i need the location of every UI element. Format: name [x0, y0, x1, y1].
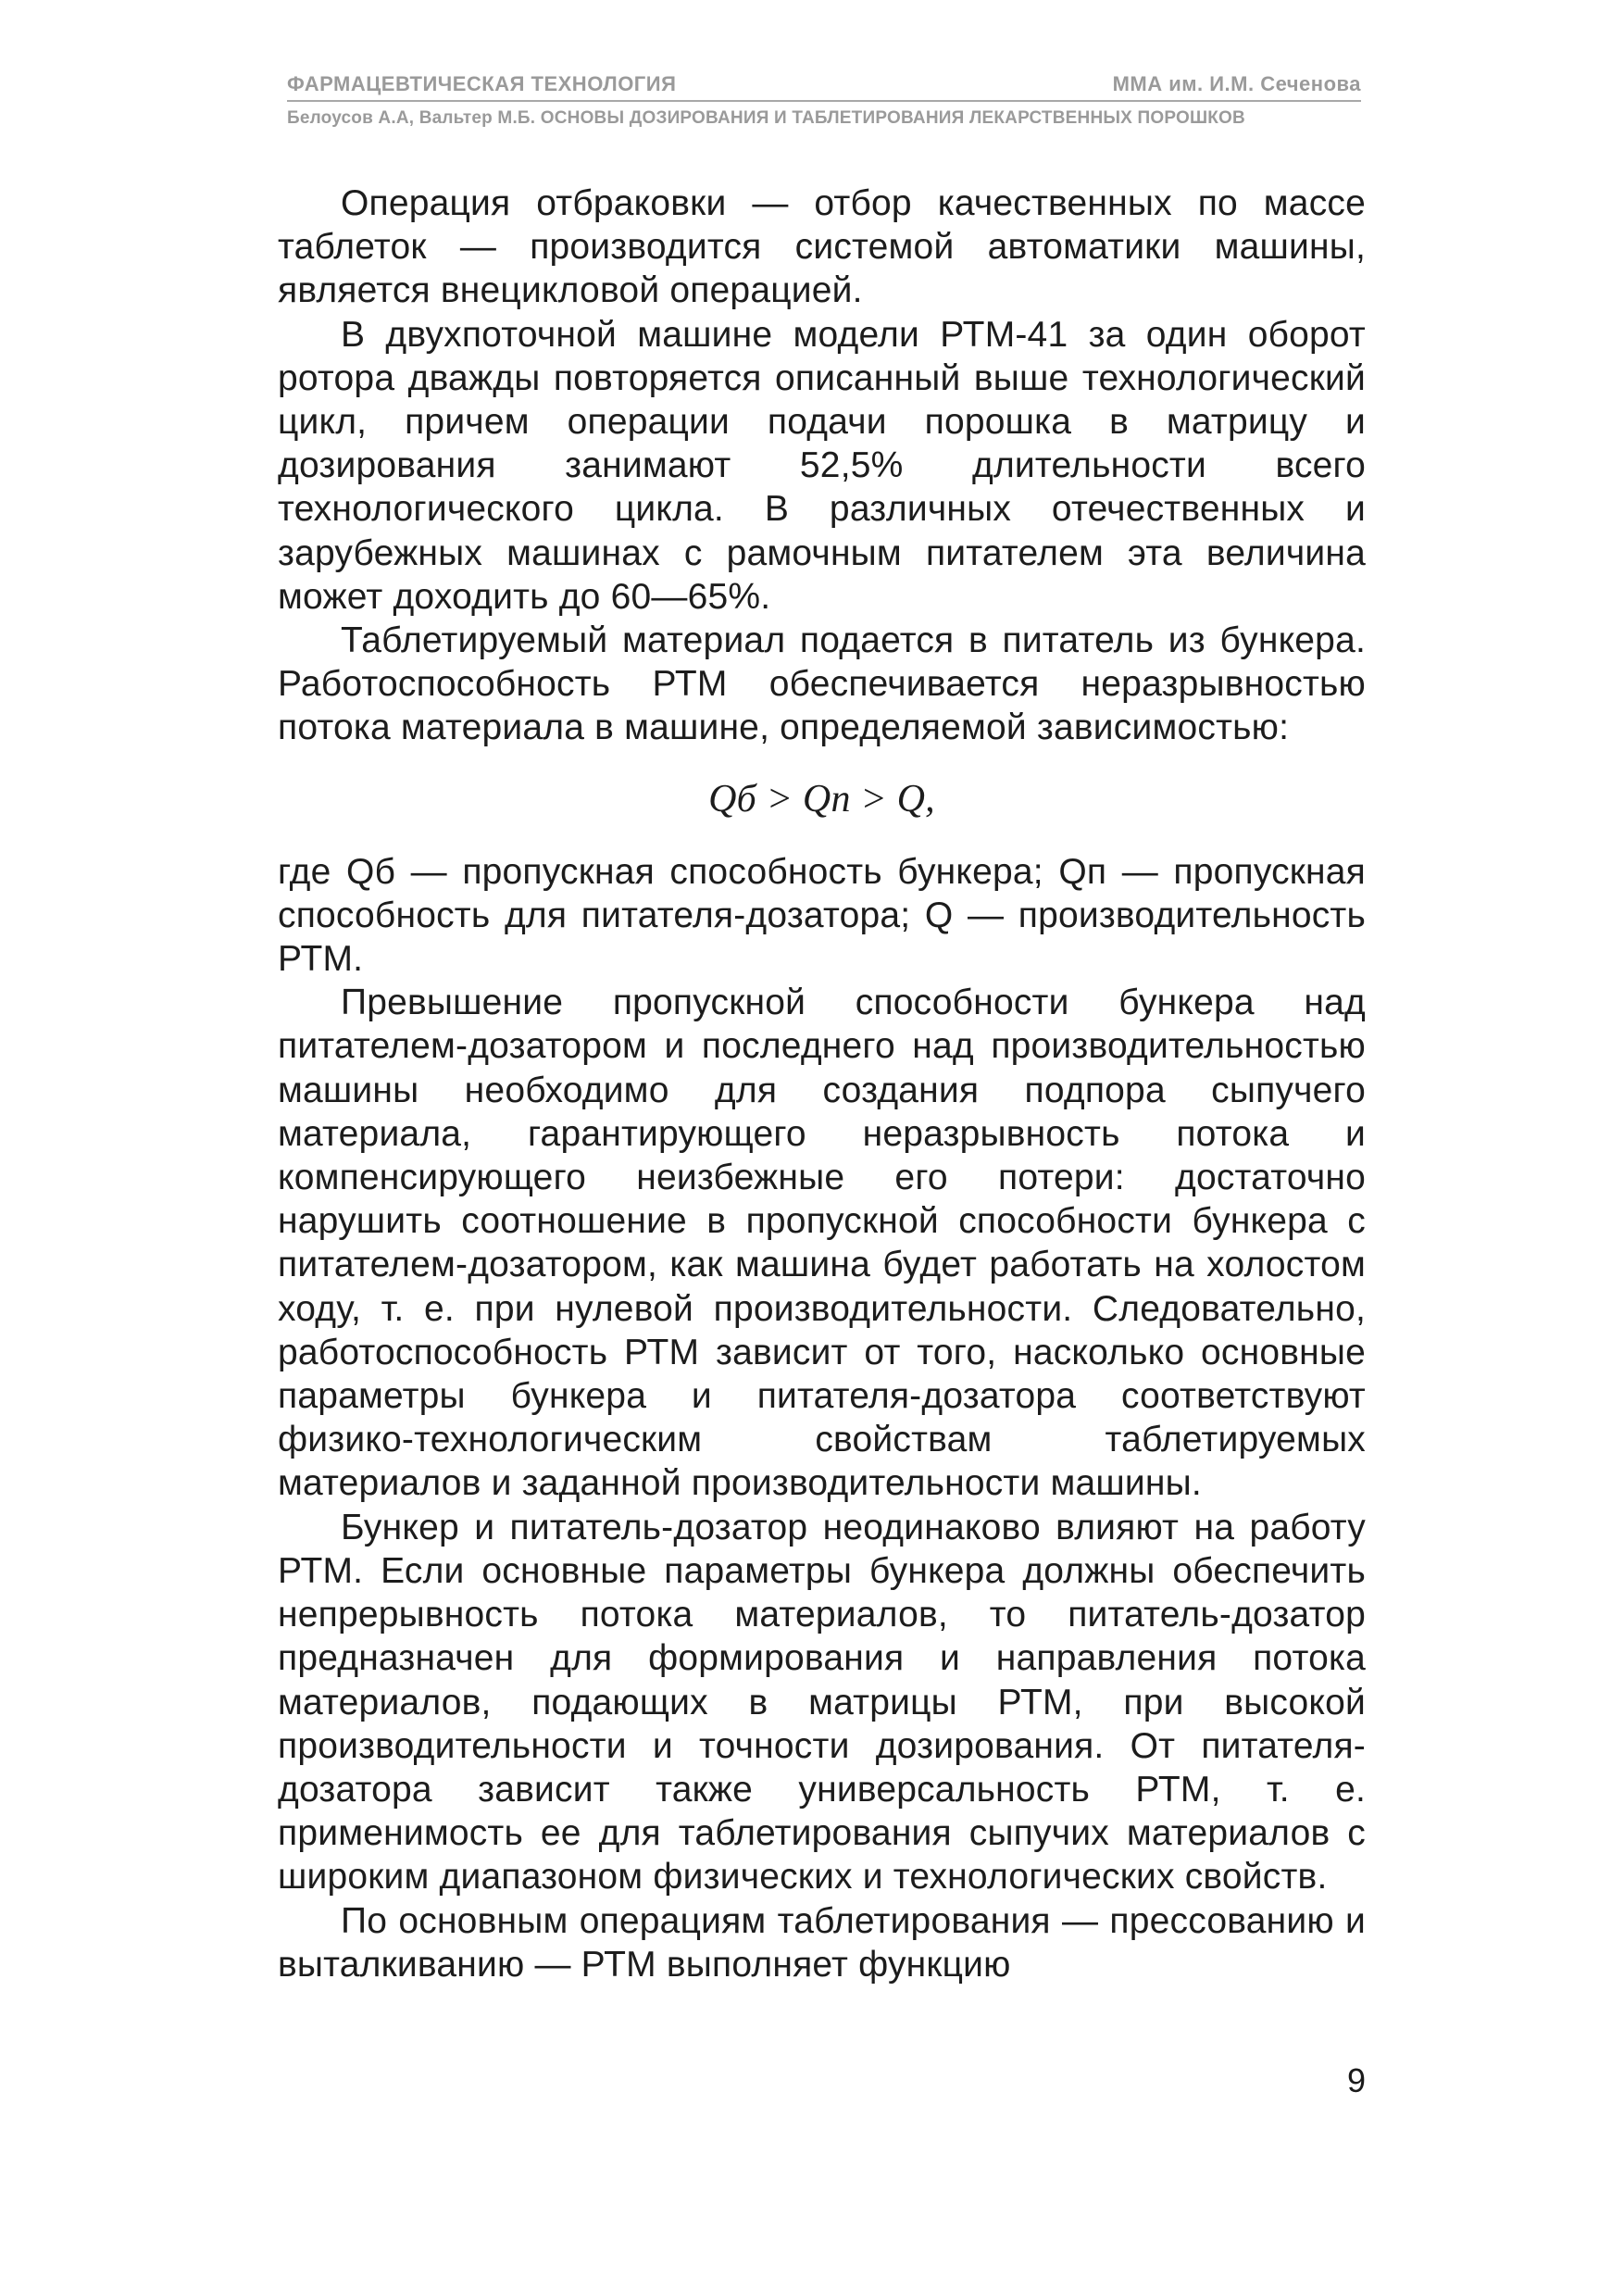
header-institution: ММА им. И.М. Сеченова — [1112, 72, 1361, 95]
paragraph: По основным операциям таблетирования — прессованию и выталкиванию — РТМ выполняет функцию — [278, 1900, 1366, 1985]
formula-explanation: где Qб — пропускная способность бункера; Qп — пропускная способность для питателя-дозатора; Q — производительность РТМ. — [278, 851, 1366, 980]
running-header — [287, 72, 1361, 130]
paragraph: Операция отбраковки — отбор качественных по массе таблеток — производится системой автоматики машины, является внецикловой операцией. — [278, 183, 1366, 311]
page-body — [278, 182, 1366, 1986]
header-subtitle: Белоусов А.А, Вальтер М.Б. ОСНОВЫ ДОЗИРОВАНИЯ И ТАБЛЕТИРОВАНИЯ ЛЕКАРСТВЕННЫХ ПОРОШКОВ — [287, 108, 1245, 128]
paragraph: Бункер и питатель-дозатор неодинаково влияют на работу РТМ. Если основные параметры бункера должны обеспечить непрерывность потока материалов, то питатель-дозатор предназначен для формирования и направления потока материалов, подающих в матрицы РТМ, при высокой производительности и точности дозирования. От питателя-дозатора зависит также универсальность РТМ, т. е. применимость ее для таблетирования сыпучих материалов с широким диапазоном физических и технологических свойств. — [278, 1507, 1366, 1897]
header-title: ФАРМАЦЕВТИЧЕСКАЯ ТЕХНОЛОГИЯ — [287, 72, 677, 95]
header-rule — [287, 100, 1361, 102]
paragraph: В двухпоточной машине модели РТМ-41 за один оборот ротора дважды повторяется описанный выше технологический цикл, причем операции подачи порошка в матрицу и дозирования занимают 52,5% длительности всего технологического цикла. В различных отечественных и зарубежных машинах с рамочным питателем эта величина может доходить до 60—65%. — [278, 314, 1366, 617]
formula: Qб > Qп > Q, — [708, 777, 935, 820]
paragraph: Превышение пропускной способности бункера над питателем-дозатором и последнего над производительностью машины необходимо для создания подпора сыпучего материала, гарантирующего неразрывность потока и компенсирующего неизбежные его потери: достаточно нарушить соотношение в пропускной способности бункера с питателем-дозатором, как машина будет работать на холостом ходу, т. е. при нулевой производительности. Следовательно, работоспособность РТМ зависит от того, насколько основные параметры бункера и питателя-дозатора соответствуют физико-технологическим свойствам таблетируемых материалов и заданной производительности машины. — [278, 983, 1366, 1504]
header-top-row — [287, 72, 1361, 96]
paragraph: Таблетируемый материал подается в питатель из бункера. Работоспособность РТМ обеспечивается неразрывностью потока материала в машине, определяемой зависимостью: — [278, 620, 1366, 748]
page-number: 9 — [1347, 2061, 1367, 2099]
